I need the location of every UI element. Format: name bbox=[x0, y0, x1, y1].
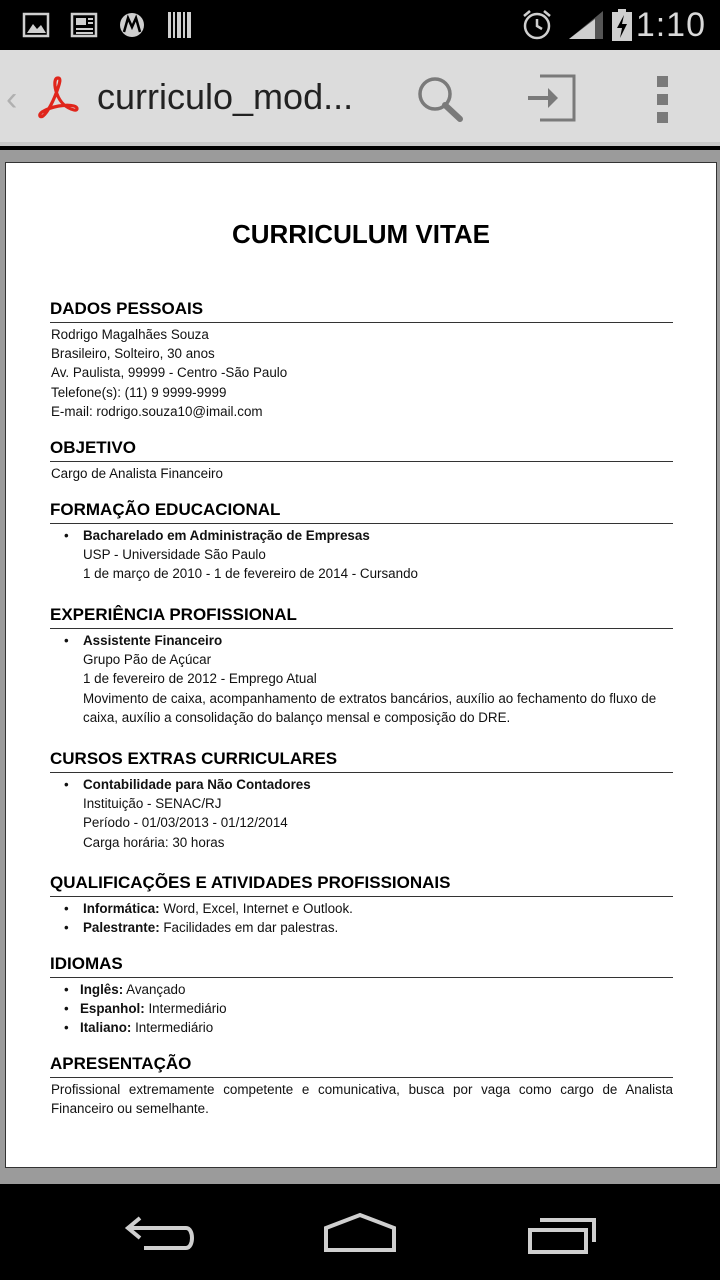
section-apresentacao bbox=[50, 1054, 673, 1118]
document-title: curriculo_mod... bbox=[97, 76, 354, 117]
item-title: • Contabilidade para Não Contadores bbox=[83, 777, 311, 792]
personal-info: Brasileiro, Solteiro, 30 anos bbox=[51, 346, 215, 362]
item-label: Informática: bbox=[83, 901, 160, 916]
item-line: Grupo Pão de Açúcar bbox=[83, 652, 212, 668]
gallery-icon bbox=[22, 9, 50, 41]
email: E-mail: rodrigo.souza10@imail.com bbox=[51, 403, 263, 419]
item-text: Facilidades em dar palestras. bbox=[159, 920, 339, 936]
item-line: Período - 01/03/2013 - 01/12/2014 bbox=[83, 815, 288, 831]
full-name: Rodrigo Magalhães Souza bbox=[51, 327, 209, 342]
section-dados-pessoais bbox=[50, 299, 673, 421]
clock: 1:10 bbox=[635, 6, 706, 44]
status-bar bbox=[0, 0, 720, 50]
section-heading: OBJETIVO bbox=[50, 438, 673, 462]
navigation-bar bbox=[0, 1184, 720, 1280]
list-item bbox=[51, 899, 673, 918]
motorola-icon bbox=[118, 9, 146, 41]
section-heading: APRESENTAÇÃO bbox=[50, 1054, 673, 1078]
go-to-page-icon[interactable] bbox=[524, 72, 580, 128]
barcode-icon bbox=[166, 9, 194, 41]
item-line: Instituição - SENAC/RJ bbox=[83, 796, 222, 812]
section-heading: DADOS PESSOAIS bbox=[50, 299, 673, 323]
section-heading: CURSOS EXTRAS CURRICULARES bbox=[50, 749, 673, 773]
item-text: Word, Excel, Internet e Outlook. bbox=[159, 901, 353, 916]
item-line: 1 de fevereiro de 2012 - Emprego Atual bbox=[83, 671, 317, 687]
list-item bbox=[51, 918, 673, 937]
objective-text: Cargo de Analista Financeiro bbox=[51, 466, 223, 481]
section-idiomas bbox=[50, 954, 673, 1038]
item-description: Movimento de caixa, acompanhamento de extratos bancários, auxílio ao fechamento do fluxo de caixa, auxílio a consolidação do balanço mensal e composição do DRE. bbox=[83, 690, 657, 725]
action-bar bbox=[0, 50, 720, 146]
list-item bbox=[51, 980, 673, 999]
section-objetivo bbox=[50, 438, 673, 483]
section-heading: FORMAÇÃO EDUCACIONAL bbox=[50, 500, 673, 524]
search-icon[interactable] bbox=[412, 72, 468, 128]
item-label: Inglês: bbox=[80, 982, 124, 997]
item-label: Italiano: bbox=[80, 1020, 132, 1036]
item-line: USP - Universidade São Paulo bbox=[83, 547, 266, 563]
item-line: Carga horária: 30 horas bbox=[83, 834, 225, 850]
item-title: • Assistente Financeiro bbox=[83, 633, 223, 648]
list-item bbox=[51, 999, 673, 1018]
pdf-viewer[interactable] bbox=[0, 150, 720, 1184]
phone: Telefone(s): (11) 9 9999-9999 bbox=[51, 384, 227, 400]
cv-title: CURRICULUM VITAE bbox=[231, 219, 491, 249]
item-label: Palestrante: bbox=[83, 920, 160, 936]
list-item bbox=[51, 526, 673, 584]
section-heading: IDIOMAS bbox=[50, 954, 673, 978]
section-heading: EXPERIÊNCIA PROFISSIONAL bbox=[50, 605, 673, 629]
section-formacao bbox=[50, 500, 673, 584]
overflow-menu-icon[interactable] bbox=[640, 72, 686, 128]
home-nav-icon[interactable] bbox=[322, 1212, 398, 1254]
section-qualificacoes bbox=[50, 873, 673, 937]
list-item bbox=[51, 775, 673, 852]
list-item bbox=[51, 631, 673, 727]
back-chevron-icon[interactable]: ‹ bbox=[6, 80, 18, 118]
section-cursos bbox=[50, 749, 673, 852]
recent-apps-icon[interactable] bbox=[526, 1216, 598, 1256]
list-item bbox=[51, 1018, 673, 1037]
battery-charging-icon bbox=[610, 9, 634, 41]
item-text: Avançado bbox=[123, 982, 186, 997]
item-text: Intermediário bbox=[144, 1001, 227, 1017]
news-icon bbox=[70, 9, 98, 41]
adobe-reader-icon[interactable] bbox=[34, 74, 80, 122]
alarm-icon bbox=[520, 9, 554, 41]
section-heading: QUALIFICAÇÕES E ATIVIDADES PROFISSIONAIS bbox=[50, 873, 673, 897]
item-line: 1 de março de 2010 - 1 de fevereiro de 2014 - Cursando bbox=[83, 566, 418, 582]
item-title: • Bacharelado em Administração de Empresas bbox=[83, 528, 370, 543]
section-experiencia bbox=[50, 605, 673, 727]
pdf-page[interactable] bbox=[5, 162, 717, 1168]
back-nav-icon[interactable] bbox=[124, 1214, 196, 1254]
item-label: Espanhol: bbox=[80, 1001, 145, 1017]
signal-icon bbox=[567, 9, 605, 41]
item-text: Intermediário bbox=[131, 1020, 214, 1036]
presentation-text: Profissional extremamente competente e comunicativa, busca por vaga como cargo de Analista Financeiro ou semelhante. bbox=[51, 1082, 673, 1117]
address: Av. Paulista, 99999 - Centro -São Paulo bbox=[51, 365, 288, 381]
